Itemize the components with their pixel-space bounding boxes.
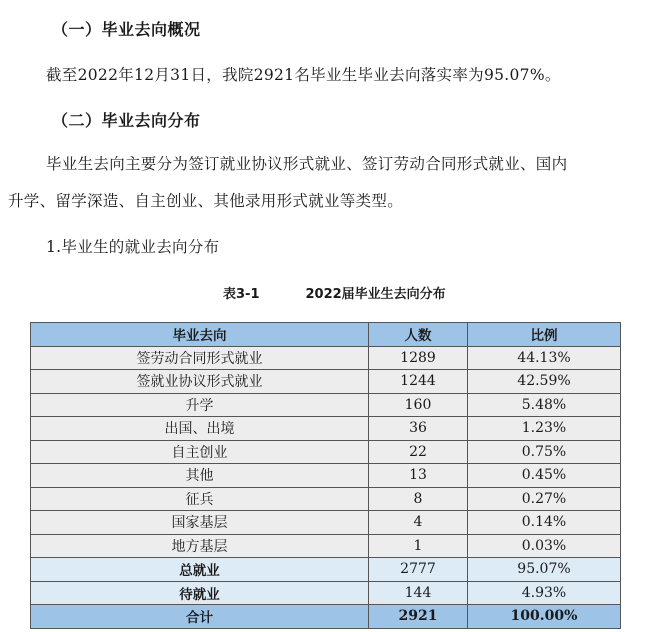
row-ratio: 0.45% (468, 464, 621, 488)
row-count: 1289 (369, 346, 468, 370)
row-label: 待就业 (31, 581, 369, 605)
section-heading-overview: （一）毕业去向概况 (52, 20, 201, 39)
distribution-paragraph-line2: 升学、留学深造、自主创业、其他录用形式就业等类型。 (8, 192, 404, 210)
row-ratio: 0.03% (468, 534, 621, 558)
total-count: 2921 (369, 605, 468, 629)
table-row (31, 511, 621, 535)
table-row (31, 440, 621, 464)
row-label: 总就业 (31, 558, 369, 582)
table-row (31, 464, 621, 488)
section-heading-distribution: （二）毕业去向分布 (52, 111, 201, 130)
row-count: 13 (369, 464, 468, 488)
total-row (31, 605, 621, 629)
row-ratio: 95.07% (468, 558, 621, 582)
row-count: 2777 (369, 558, 468, 582)
row-label: 地方基层 (31, 534, 369, 558)
row-label: 升学 (31, 393, 369, 417)
row-ratio: 0.14% (468, 511, 621, 535)
sub-heading-employment-distribution: 1.毕业生的就业去向分布 (46, 238, 220, 256)
row-ratio: 0.27% (468, 487, 621, 511)
row-count: 144 (369, 581, 468, 605)
subtotal-row-employed (31, 558, 621, 582)
row-count: 36 (369, 417, 468, 441)
header-count: 人数 (369, 323, 468, 347)
table-row (31, 487, 621, 511)
graduate-destination-table (30, 322, 621, 629)
row-count: 22 (369, 440, 468, 464)
row-label: 签劳动合同形式就业 (31, 346, 369, 370)
table-row (31, 370, 621, 394)
row-count: 4 (369, 511, 468, 535)
row-count: 1 (369, 534, 468, 558)
row-ratio: 5.48% (468, 393, 621, 417)
row-label: 征兵 (31, 487, 369, 511)
table-header-row (31, 323, 621, 347)
header-destination: 毕业去向 (31, 323, 369, 347)
table-row (31, 393, 621, 417)
table-caption (223, 283, 446, 302)
distribution-paragraph-line1: 毕业生去向主要分为签订就业协议形式就业、签订劳动合同形式就业、国内 (46, 155, 568, 173)
row-count: 1244 (369, 370, 468, 394)
row-label: 其他 (31, 464, 369, 488)
overview-paragraph: 截至2022年12月31日，我院2921名毕业生毕业去向落实率为95.07%。 (46, 66, 561, 84)
row-ratio: 4.93% (468, 581, 621, 605)
row-label: 国家基层 (31, 511, 369, 535)
total-ratio: 100.00% (468, 605, 621, 629)
row-ratio: 1.23% (468, 417, 621, 441)
row-label: 签就业协议形式就业 (31, 370, 369, 394)
row-count: 160 (369, 393, 468, 417)
table-caption-title: 2022届毕业生去向分布 (305, 287, 446, 302)
table-row (31, 417, 621, 441)
row-ratio: 44.13% (468, 346, 621, 370)
table-row (31, 534, 621, 558)
row-ratio: 42.59% (468, 370, 621, 394)
total-label: 合计 (31, 605, 369, 629)
table-caption-number: 表3-1 (223, 287, 260, 302)
header-ratio: 比例 (468, 323, 621, 347)
subtotal-row-pending (31, 581, 621, 605)
table-row (31, 346, 621, 370)
row-ratio: 0.75% (468, 440, 621, 464)
row-label: 出国、出境 (31, 417, 369, 441)
row-count: 8 (369, 487, 468, 511)
row-label: 自主创业 (31, 440, 369, 464)
